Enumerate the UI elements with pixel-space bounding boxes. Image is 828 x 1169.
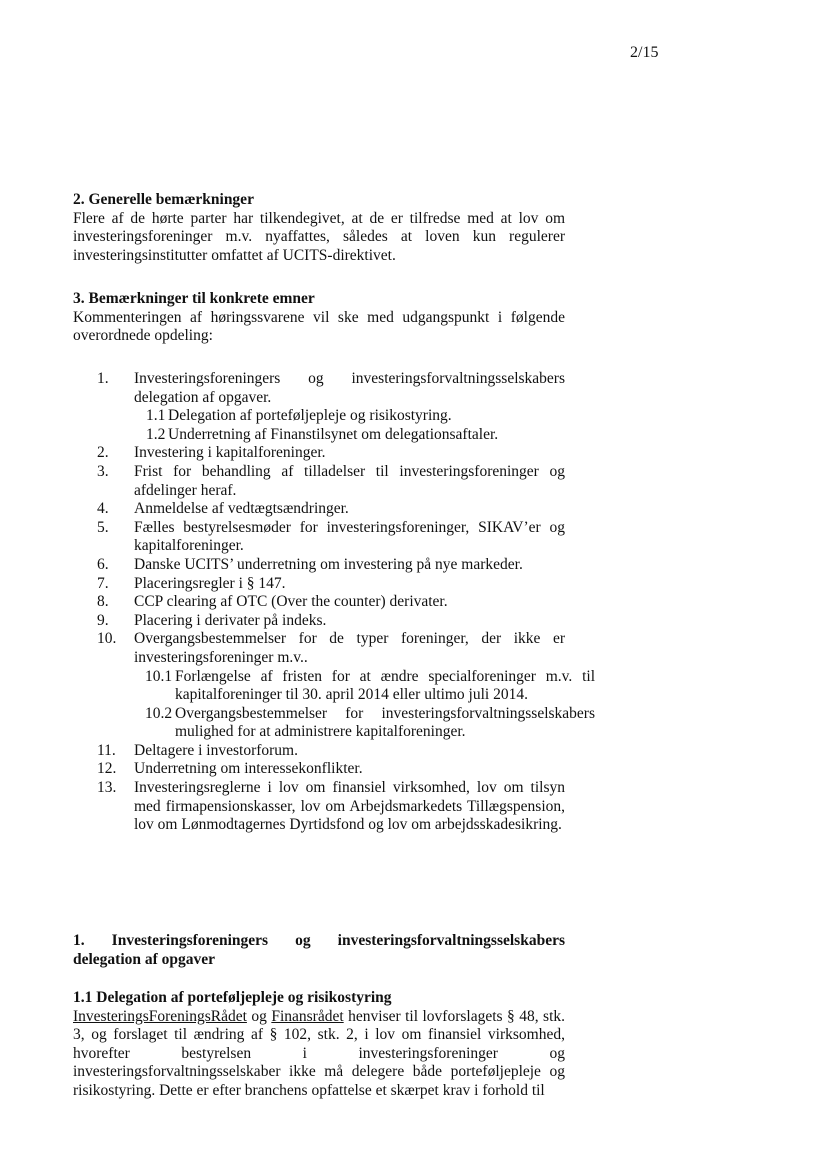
sub-list-item [109,407,577,426]
sub-list-item [109,426,577,445]
list-number: 10.1 [145,667,173,685]
list-number: 13. [97,779,117,797]
list-number: 5. [97,518,109,536]
list-text: Deltagere i investorforum. [134,741,298,759]
list-text: Overgangsbestemmelser for investeringsforvaltningsselskabers mulighed for at administrere kapitalforeninger. [175,704,595,741]
list-text: Placering i derivater på indeks. [134,611,327,629]
list-text: Investering i kapitalforeninger. [134,444,326,462]
section-body: Flere af de hørte parter har tilkendegivet, at de er tilfredse med at lov om investeringsforeninger m.v. nyaffattes, således at loven kun regulerer investeringsinstitutter omfattet af UCITS-direktivet. [73,209,565,264]
list-text: Forlængelse af fristen for at ændre specialforeninger m.v. til kapitalforeninger til 30. april 2014 eller ultimo juli 2014. [175,667,595,704]
list-item [97,760,565,779]
list-number: 12. [97,760,117,778]
body-text: henviser til lovforslagets § 48, stk. 3, og forslaget til ændring af § 102, stk. 2, i lov om finansiel virksomhed, hvorefter bestyrelsen i investeringsforeninger og investeringsforvaltningsselskaber ikke må delegere både porteføljepleje og risikostyring. Dette er efter branchens opfattelse et skærpet krav i forhold til [73,1007,565,1099]
list-number: 8. [97,593,109,611]
list-number: 7. [97,574,109,592]
list-number: 10. [97,630,117,648]
section-specific-topics [73,290,565,346]
sub-list-item [145,668,595,705]
list-item [97,575,565,594]
list-text: Investeringsforeningers og investeringsforvaltningsselskabers delegation af opgaver. [134,370,565,406]
list-text: Investeringsreglerne i lov om finansiel virksomhed, lov om tilsyn med firmapensionskasser, lov om Arbejdsmarkedets Tillægspension, lov om Lønmodtagernes Dyrtidsfond og lov om arbejdsskadesikring. [134,779,565,834]
list-number: 6. [97,555,109,573]
list-number: 11. [97,741,116,759]
sub-list-item [145,705,595,742]
list-text: Underretning af Finanstilsynet om delegationsaftaler. [168,425,499,443]
list-item [97,742,565,761]
connector-text: og [246,1007,272,1025]
list-number: 1.2 [146,425,166,443]
section-body [73,1008,565,1101]
list-text: Underretning om interessekonflikter. [134,760,363,778]
topic-list [97,370,595,835]
section-heading: 1. Investeringsforeningers og investeringsforvaltningsselskabers delegation af opgaver [73,932,565,968]
list-text: Danske UCITS’ underretning om investering på nye markeder. [134,555,523,573]
list-text: Fælles bestyrelsesmøder for investeringsforeninger, SIKAV’er og kapitalforeninger. [134,518,565,555]
list-item [97,612,565,631]
section-heading: 3. Bemærkninger til konkrete emner [73,290,315,307]
list-item [97,463,565,500]
list-number: 3. [97,462,109,480]
list-number: 1. [97,370,109,387]
list-number: 2. [97,444,109,462]
list-text: Delegation af porteføljepleje og risikostyring. [168,407,452,425]
list-number: 1.1 [146,407,166,425]
list-text: Frist for behandling af tilladelser til investeringsforeninger og afdelinger heraf. [134,462,565,499]
list-item [97,519,565,556]
organisation-name: Finansrådet [271,1007,344,1025]
section-heading: 1.1 Delegation af porteføljepleje og risikostyring [73,989,392,1006]
list-text: Placeringsregler i § 147. [134,574,286,592]
list-item [97,630,565,667]
list-text: CCP clearing af OTC (Over the counter) derivater. [134,593,448,611]
section-general-remarks [73,191,565,265]
list-text: Overgangsbestemmelser for de typer foreninger, der ikke er investeringsforeninger m.v.. [134,630,565,666]
list-number: 4. [97,500,109,518]
list-item [97,593,565,612]
section-portfolio-delegation [73,989,565,1101]
list-number: 10.2 [145,704,173,722]
section-heading: 2. Generelle bemærkninger [73,191,254,208]
section-body: Kommenteringen af høringssvarene vil ske med udgangspunkt i følgende overordnede opdeling: [73,308,565,345]
list-item [97,500,565,519]
organisation-name: InvesteringsForeningsRådet [73,1007,247,1025]
list-text: Anmeldelse af vedtægtsændringer. [134,500,349,518]
list-number: 9. [97,611,109,629]
list-item [97,556,565,575]
list-item [97,370,565,407]
list-item [97,779,565,835]
list-item [97,444,565,463]
section-delegation [73,932,565,969]
page-number: 2/15 [630,44,659,61]
